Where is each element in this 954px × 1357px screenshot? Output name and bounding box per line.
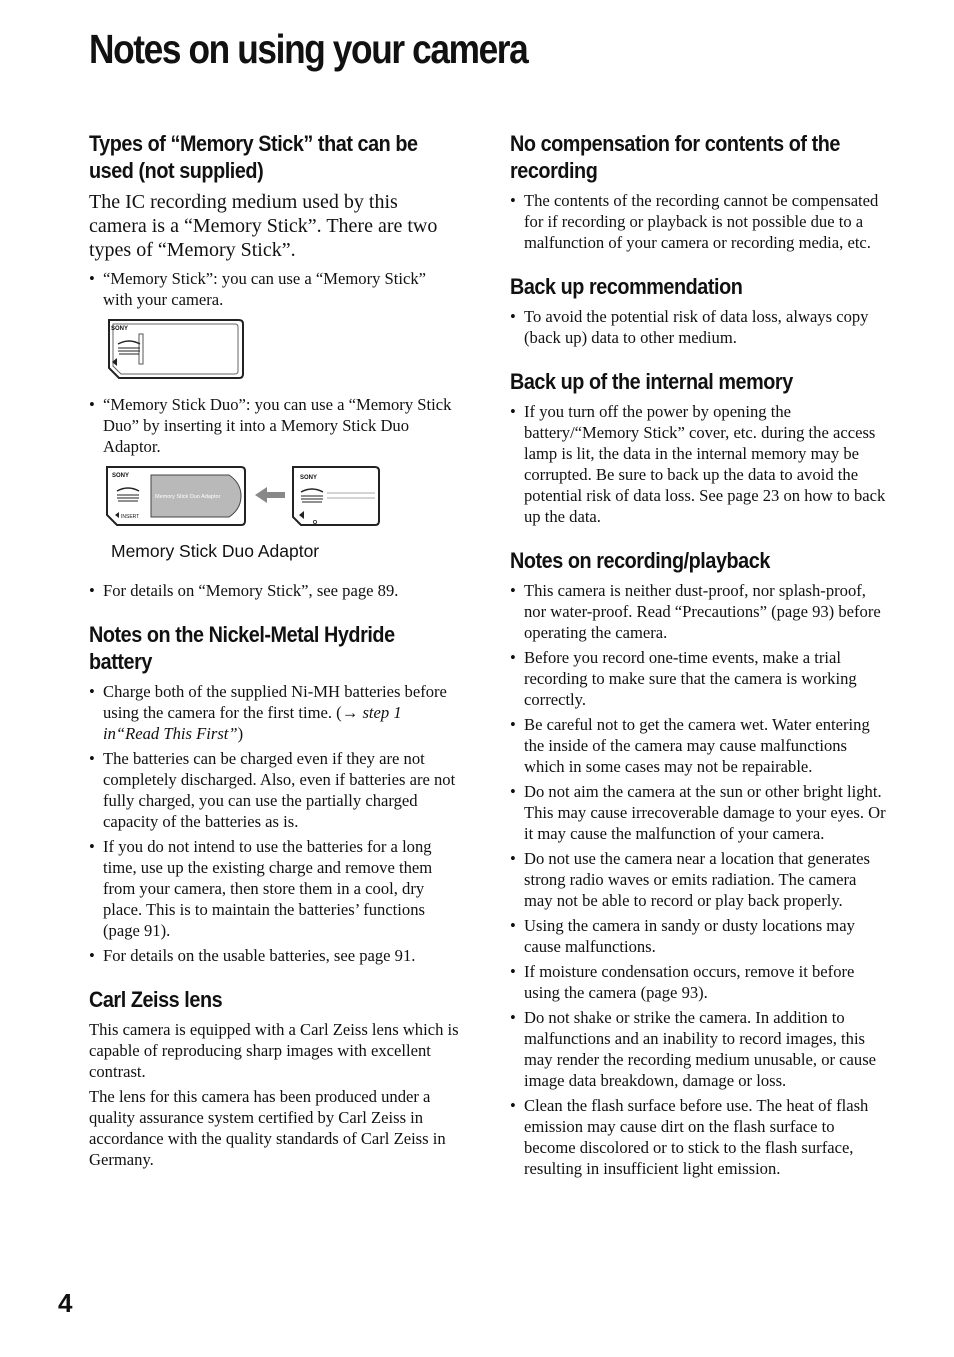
section-heading: No compensation for contents of the recording [510,131,841,183]
figure-caption: Memory Stick Duo Adaptor [111,541,320,561]
page-title: Notes on using your camera [89,26,528,72]
section-memory-stick-types [89,130,459,601]
section-heading: Notes on the Nickel-Metal Hydride battery [89,622,395,674]
bullet-list [89,580,459,601]
bullet-list [89,681,459,966]
section-recording-playback [510,547,886,1179]
list-item [89,681,459,744]
bullet-list [89,394,459,457]
list-item: • To avoid the potential risk of data loss, always copy (back up) data to other medium. [510,306,886,348]
bullet-list [510,190,886,253]
memory-stick-duo-icon [293,467,379,525]
bullet-list [89,268,459,310]
list-item: • “Memory Stick Duo”: you can use a “Memory Stick Duo” by inserting it into a Memory Stick Duo Adaptor. [89,394,459,457]
list-item: • Clean the flash surface before use. The heat of flash emission may cause dirt on the flash surface to become discolored or to stick to the flash surface, resulting in insufficient light emission. [510,1095,886,1179]
list-item: • If you do not intend to use the batteries for a long time, use up the existing charge and remove them from your camera, then store them in a cool, dry place. This is to maintain the batteries’ functions (page 91). [89,836,459,941]
bullet-list [510,401,886,527]
left-column [89,130,459,1190]
memory-stick-duo-adaptor-illustration [103,465,383,531]
list-item: • For details on “Memory Stick”, see page 89. [89,580,459,601]
section-nimh-battery [89,621,459,966]
memory-stick-illustration [103,318,245,384]
section-heading: Carl Zeiss lens [89,987,223,1012]
section-heading: Types of “Memory Stick” that can be used (not supplied) [89,131,418,183]
closing-paren: ) [237,724,244,743]
list-item: • Do not shake or strike the camera. In addition to malfunctions and an inability to record images, this may render the recording medium unusable, or cause image data breakdown, damage or loss. [510,1007,886,1091]
section-heading: Notes on recording/playback [510,548,770,573]
list-item: • Before you record one-time events, make a trial recording to make sure that the camera is working correctly. [510,647,886,710]
bullet-list [510,306,886,348]
list-item: • If moisture condensation occurs, remove it before using the camera (page 93). [510,961,886,1003]
page-number: 4 [58,1288,73,1318]
sony-logo-text: SONY [112,473,130,479]
section-no-compensation [510,130,886,253]
sony-logo-text: SONY [300,475,318,481]
list-item: • Be careful not to get the camera wet. Water entering the inside of the camera may cause malfunctions which in some cases may not be repairable. [510,714,886,777]
cross-reference: step 1 in“Read This First” [103,703,402,743]
list-item: • If you turn off the power by opening the battery/“Memory Stick” cover, etc. during the access lamp is lit, the data in the internal memory may be corrupted. Be sure to back up the data to avoid the potential risk of data loss. See page 23 on how to back up the data. [510,401,886,527]
list-item: • The contents of the recording cannot be compensated for if recording or playback is not possible due to a malfunction of your camera or recording media, etc. [510,190,886,253]
list-item: • Do not use the camera near a location that generates strong radio waves or emits radiation. The camera may not be able to record or play back properly. [510,848,886,911]
section-internal-memory-backup [510,368,886,527]
section-backup-recommendation [510,273,886,348]
list-item: • “Memory Stick”: you can use a “Memory Stick” with your camera. [89,268,459,310]
adaptor-icon [107,467,245,525]
list-item: • For details on the usable batteries, see page 91. [89,945,459,966]
list-item: • Using the camera in sandy or dusty locations may cause malfunctions. [510,915,886,957]
bullet-list [510,580,886,1179]
section-heading: Back up of the internal memory [510,369,793,394]
paragraph: This camera is equipped with a Carl Zeiss lens which is capable of reproducing sharp images with excellent contrast. [89,1020,459,1081]
section-heading: Back up recommendation [510,274,743,299]
sony-logo-text: SONY [111,326,129,332]
right-column [510,130,886,1199]
arrow-icon: → [341,703,359,722]
bullet-text: Charge both of the supplied Ni-MH batteries before using the camera for the first time. ( [103,682,447,722]
list-item: • This camera is neither dust-proof, nor splash-proof, nor water-proof. Read “Precautions” (page 93) before operating the camera. [510,580,886,643]
intro-paragraph: The IC recording medium used by this camera is a “Memory Stick”. There are two types of “Memory Stick”. [89,191,438,261]
section-carl-zeiss [89,986,459,1170]
left-arrow-icon [255,487,285,503]
paragraph: The lens for this camera has been produced under a quality assurance system certified by Carl Zeiss in accordance with the quality standards of Carl Zeiss in Germany. [89,1087,446,1169]
list-item: • The batteries can be charged even if they are not completely discharged. Also, even if batteries are not fully charged, you can use the partially charged capacity of the batteries as is. [89,748,459,832]
insert-text: INSERT [121,514,140,520]
list-item: • Do not aim the camera at the sun or other bright light. This may cause irrecoverable damage to your eyes. Or it may cause the malfunction of your camera. [510,781,886,844]
adaptor-label-text: Memory Stick Duo Adaptor [155,494,221,500]
